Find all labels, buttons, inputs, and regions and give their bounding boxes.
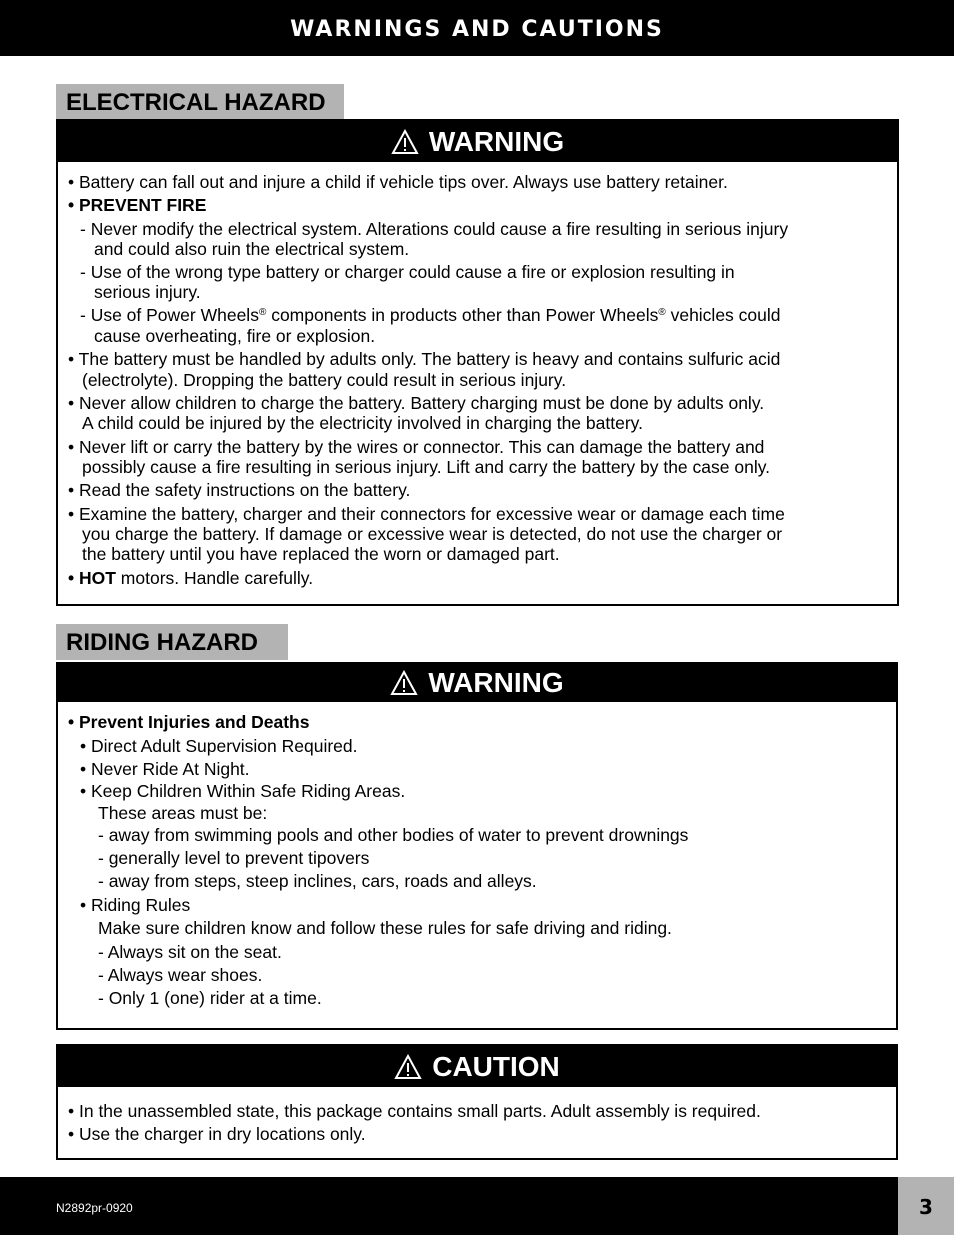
caution-box [56,1044,898,1160]
electrical-line-7 [80,305,781,326]
caution-line-2: • Use the charger in dry locations only. [68,1124,366,1144]
riding-line-11: - Always sit on the seat. [98,942,282,962]
caution-header [58,1046,896,1087]
riding-hazard-tab [56,624,288,660]
electrical-line-11: • Never allow children to charge the battery. Battery charging must be done by adults only. [68,393,765,413]
riding-warning-heading: WARNING [428,667,564,698]
riding-line-10: Make sure children know and follow these rules for safe driving and riding. [98,918,672,938]
electrical-line-17: you charge the battery. If damage or excessive wear is detected, do not use the charger or [82,524,783,544]
header-bar [0,0,954,56]
electrical-line-8: cause overheating, fire or explosion. [94,326,376,346]
electrical-line-3: - Never modify the electrical system. Alterations could cause a fire resulting in serious injury [80,219,789,239]
riding-line-6: - away from swimming pools and other bodies of water to prevent drownings [98,825,689,845]
riding-warning-header [58,664,896,702]
electrical-line-2: • PREVENT FIRE [68,195,207,215]
riding-line-13: - Only 1 (one) rider at a time. [98,988,322,1008]
electrical-hazard-label: ELECTRICAL HAZARD [66,89,326,116]
electrical-warning-heading: WARNING [428,126,565,157]
page-number-box [898,1177,954,1235]
caution-triangle-icon [394,1054,422,1080]
riding-line-3: • Never Ride At Night. [80,759,250,779]
electrical-line-4: and could also ruin the electrical system. [94,239,410,259]
electrical-line-16: • Examine the battery, charger and their connectors for excessive wear or damage each time [68,504,785,524]
riding-line-12: - Always wear shoes. [98,965,263,985]
riding-line-7: - generally level to prevent tipovers [98,848,370,868]
riding-line-5: These areas must be: [98,803,268,823]
electrical-line-6: serious injury. [94,282,201,302]
electrical-line-9: • The battery must be handled by adults only. The battery is heavy and contains sulfuric acid [68,349,781,369]
warning-triangle-icon [391,129,419,155]
electrical-warning-box [56,119,899,606]
electrical-line-1: • Battery can fall out and injure a child if vehicle tips over. Always use battery retainer. [68,172,728,192]
riding-hazard-label: RIDING HAZARD [66,629,258,656]
electrical-line-12: A child could be injured by the electricity involved in charging the battery. [82,413,643,433]
page-number: 3 [919,1195,933,1219]
document-code: N2892pr-0920 [56,1201,133,1215]
riding-line-9: • Riding Rules [80,895,191,915]
footer-bar [0,1177,898,1235]
riding-line-4: • Keep Children Within Safe Riding Areas. [80,781,406,801]
electrical-line-5: - Use of the wrong type battery or charger could cause a fire or explosion resulting in [80,262,735,282]
electrical-warning-header [58,121,897,162]
riding-warning-box [56,662,898,1030]
registered-mark-1: ® [258,307,267,318]
electrical-line-13: • Never lift or carry the battery by the wires or connector. This can damage the battery and [68,437,765,457]
riding-line-2: • Direct Adult Supervision Required. [80,736,358,756]
electrical-line-14: possibly cause a fire resulting in serious injury. Lift and carry the battery by the case only. [82,457,771,477]
hot-label: • HOT [68,568,116,588]
electrical-line-19 [68,568,313,589]
electrical-line-7a: - Use of Power Wheels [80,305,259,325]
riding-line-1: • Prevent Injuries and Deaths [68,712,310,732]
riding-line-8: - away from steps, steep inclines, cars, roads and alleys. [98,871,537,891]
caution-heading: CAUTION [432,1051,560,1082]
electrical-line-7c: vehicles could [665,305,781,325]
electrical-line-15: • Read the safety instructions on the battery. [68,480,411,500]
electrical-hazard-tab [56,84,344,120]
electrical-line-18: the battery until you have replaced the worn or damaged part. [82,544,560,564]
registered-mark-2: ® [658,307,666,318]
page-title: WARNINGS AND CAUTIONS [290,17,664,42]
electrical-line-19b: motors. Handle carefully. [115,568,314,588]
warning-triangle-icon [390,670,418,696]
electrical-line-7b: components in products other than Power Wheels [266,305,659,325]
electrical-line-10: (electrolyte). Dropping the battery could result in serious injury. [82,370,567,390]
caution-line-1: • In the unassembled state, this package contains small parts. Adult assembly is required. [68,1101,761,1121]
